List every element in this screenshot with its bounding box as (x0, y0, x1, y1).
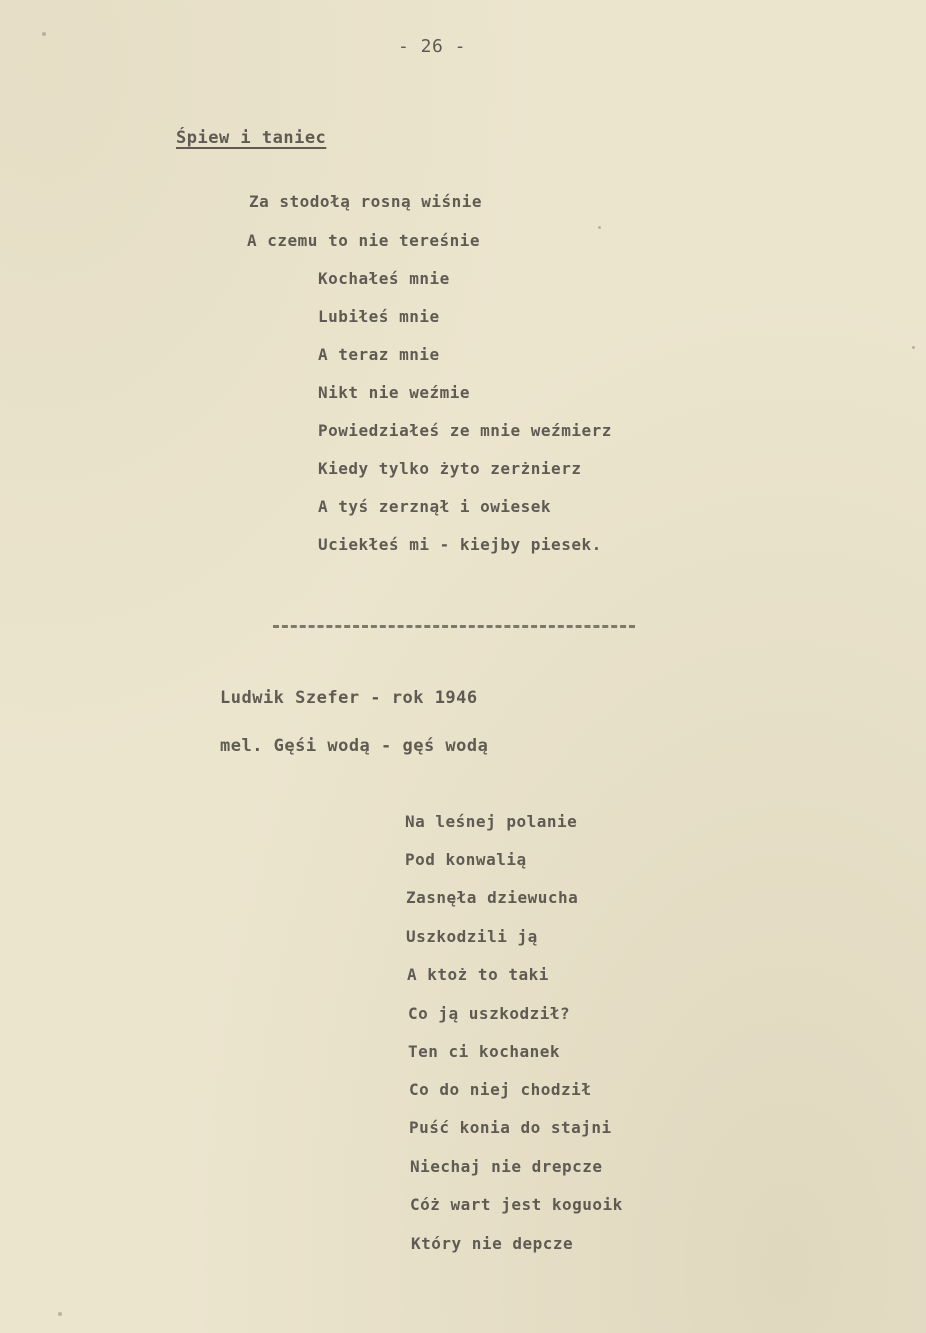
melody-line: mel. Gęśi wodą - gęś wodą (220, 736, 489, 756)
paper-speck (58, 1312, 62, 1316)
poem-line: Co ją uszkodził? (408, 1004, 571, 1023)
poem-line: A ktoż to taki (407, 965, 549, 984)
poem-line: A tyś zerznął i owiesek (318, 497, 552, 516)
paper-speck (42, 32, 46, 36)
poem-line: Ten ci kochanek (408, 1042, 560, 1061)
poem-line: Puść konia do stajni (409, 1118, 612, 1137)
author-line: Ludwik Szefer - rok 1946 (220, 688, 478, 708)
poem-line: A teraz mnie (318, 345, 440, 364)
poem-line: Kiedy tylko żyto zerżnierz (318, 459, 582, 478)
poem-line: A czemu to nie tereśnie (247, 231, 481, 250)
poem-line: Za stodołą rosną wiśnie (249, 192, 483, 211)
paper-speck (912, 346, 915, 349)
poem-line: Niechaj nie drepcze (410, 1157, 603, 1176)
poem-line: Nikt nie weźmie (318, 383, 470, 402)
poem-line: Powiedziałeś ze mnie weźmierz (318, 421, 612, 440)
section-separator (273, 625, 635, 628)
poem-line: Który nie depcze (411, 1234, 574, 1253)
section-title: Śpiew i taniec (176, 128, 327, 148)
poem-line: Cóż wart jest koguoik (410, 1195, 623, 1214)
page-number: - 26 - (398, 36, 467, 57)
poem-line: Co do niej chodził (409, 1080, 592, 1099)
poem-line: Lubiłeś mnie (318, 307, 440, 326)
paper-speck (598, 226, 601, 229)
poem-line: Uciekłeś mi - kiejby piesek. (318, 535, 602, 554)
poem-line: Na leśnej polanie (405, 812, 578, 831)
poem-line: Uszkodzili ją (406, 927, 538, 946)
poem-line: Kochałeś mnie (318, 269, 450, 288)
poem-line: Zasnęła dziewucha (406, 888, 579, 907)
poem-line: Pod konwalią (405, 850, 527, 869)
